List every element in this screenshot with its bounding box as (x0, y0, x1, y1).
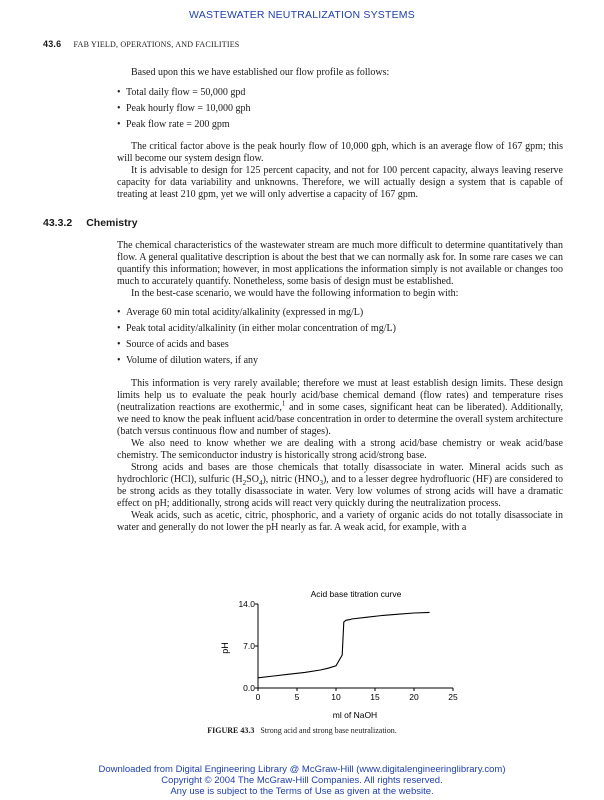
chem-paragraph-1: The chemical characteristics of the wastewater stream are much more difficult to determine quantitatively than flow. A general qualitative description is about the best that we can normally ask for. In some rare cases we can quantify this information; however, in most applications the information simply is not available or changes too much to accurately quantify. Nonetheless, some basis of design must be established. (117, 240, 563, 287)
section-number: 43.3.2 (43, 217, 73, 229)
y-tick-label: 7.0 (243, 641, 255, 651)
figure-label: FIGURE 43.3 (207, 726, 255, 735)
running-head (43, 39, 239, 49)
chart-title: Acid base titration curve (310, 589, 402, 599)
flow-list (117, 85, 563, 133)
download-footer (0, 764, 604, 797)
x-axis-label: ml of NaOH (332, 710, 378, 720)
list-item: • Peak flow rate = 200 gpm (117, 117, 563, 133)
figure-caption (0, 726, 604, 735)
banner: WASTEWATER NEUTRALIZATION SYSTEMS (189, 9, 415, 21)
x-tick-label: 10 (331, 692, 341, 702)
x-tick-label: 5 (294, 692, 300, 702)
x-tick-label: 20 (409, 692, 419, 702)
list-item: • Total daily flow = 50,000 gpd (117, 85, 563, 101)
footer-line: Copyright © 2004 The McGraw-Hill Companies. All rights reserved. (161, 775, 443, 786)
list-item: • Average 60 min total acidity/alkalinity (expressed in mg/L) (117, 305, 563, 321)
page-number: 43.6 (43, 39, 62, 49)
y-tick-label: 14.0 (238, 599, 255, 609)
flow-block (117, 67, 563, 201)
footer-line: Any use is subject to the Terms of Use as given at the website. (170, 786, 434, 797)
chem-list (117, 305, 563, 369)
chem-paragraph-5: Strong acids and bases are those chemicals that totally disassociate in water. Mineral acids such as hydrochloric (HCl), sulfuric $(H_2SO_4)$, nitric $(HNO_3)$, and to a lesser degree hydrofluoric (HF) are considered to be strong acids as they totally disassociate in water. Very low volumes of strong acids will have a dramatic effect on pH; additionally, strong acids will react very quickly during the neutralization process. (117, 462, 563, 509)
section-title: Chemistry (86, 217, 138, 229)
list-item: • Source of acids and bases (117, 337, 563, 353)
x-tick-label: 25 (448, 692, 458, 702)
list-item: • Volume of dilution waters, if any (117, 353, 563, 369)
titration-curve (258, 612, 430, 677)
x-tick-label: 15 (370, 692, 380, 702)
flow-intro: Based upon this we have established our flow profile as follows: (131, 67, 390, 78)
x-tick-label: 0 (255, 692, 261, 702)
footer-line: Downloaded from Digital Engineering Library @ McGraw-Hill (www.digitalengineeringlibrary.com) (98, 764, 506, 775)
axis-ticks (238, 599, 458, 702)
y-axis-label: pH (220, 642, 230, 654)
list-item: • Peak hourly flow = 10,000 gph (117, 101, 563, 117)
chemistry-block (117, 240, 563, 534)
chem-paragraph-6: Weak acids, such as acetic, citric, phosphoric, and a variety of organic acids do not totally disassociate in water and generally do not lower the pH nearly as far. A weak acid, for example, with a (117, 510, 563, 533)
chem-paragraph-3: This information is very rarely available; therefore we must at least establish design limits. These design limits help us to evaluate the peak hourly acid/base chemical demand (flow rates) and temperature rises (neutralization reactions are exothermic,$^1$ and in some cases, significant heat can be liberated). Additionally, we need to know the peak influent acid/base concentration in order to determine the overall system architecture (batch versus continuous flow and number of stages). (117, 378, 563, 437)
y-tick-label: 0.0 (243, 683, 255, 693)
flow-paragraph-2: It is advisable to design for 125 percent capacity, and not for 100 percent capacity, always leaving reserve capacity for data variability and unknowns. Therefore, we will actually design a system that is capable of treating at least 210 gpm, yet we will only advertise a capacity of 167 gpm. (117, 165, 563, 200)
running-head-title: FAB YIELD, OPERATIONS, AND FACILITIES (73, 40, 240, 49)
section-heading (43, 217, 138, 229)
chem-paragraph-4: We also need to know whether we are dealing with a strong acid/base chemistry or weak acid/base chemistry. The semiconductor industry is historically strong acid/strong base. (117, 438, 563, 461)
flow-paragraph-1: The critical factor above is the peak hourly flow of 10,000 gph, which is an average flow of 167 gpm; this will become our system design flow. (117, 141, 563, 164)
list-item: • Peak total acidity/alkalinity (in either molar concentration of mg/L) (117, 321, 563, 337)
figure-caption-text: Strong acid and strong base neutralization. (260, 726, 397, 735)
titration-chart (200, 585, 470, 723)
chem-paragraph-2: In the best-case scenario, we would have the following information to begin with: (131, 288, 459, 299)
